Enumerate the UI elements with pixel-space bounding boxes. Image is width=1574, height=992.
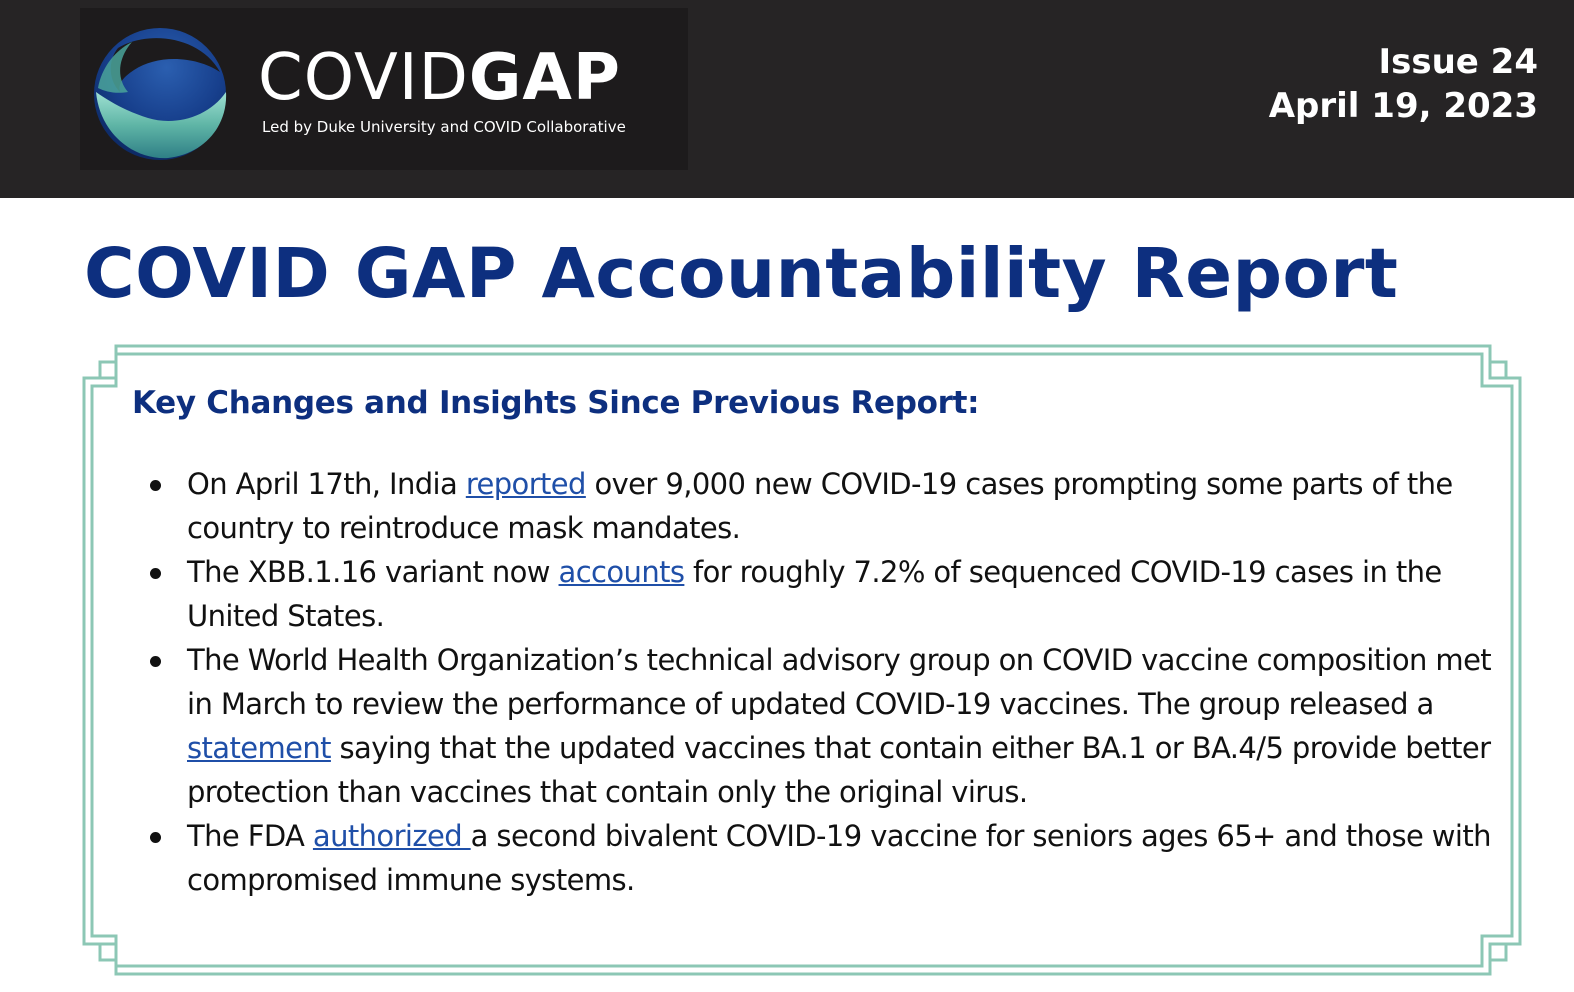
item-text-before: The World Health Organization’s technical advisory group on COVID vaccine composition met in March to review the performance of updated COVID-19 vaccines. The group released a [187,643,1492,721]
item-text-before: The XBB.1.16 variant now [187,555,559,589]
item-text-after: over 9,000 new COVID-19 cases prompting some parts of the country to reintroduce mask mandates. [187,467,1453,545]
brand-covid: COVID [258,41,469,115]
item-text-after: for roughly 7.2% of sequenced COVID-19 cases in the United States. [187,555,1442,633]
key-changes-box [132,378,1492,902]
statement-link[interactable]: statement [187,731,331,765]
item-text-before: The FDA [187,819,313,853]
bullet-icon [150,656,161,667]
bullet-icon [150,568,161,579]
bullet-icon [150,832,161,843]
item-text-after: saying that the updated vaccines that contain either BA.1 or BA.4/5 provide better protection than vaccines that contain only the original virus. [187,731,1491,809]
brand-tagline: Led by Duke University and COVID Collaborative [262,118,626,136]
issue-number: Issue 24 [1378,42,1538,82]
page-title: COVID GAP Accountability Report [84,234,1399,314]
item-text-before: On April 17th, India [187,467,466,501]
bullet-icon [150,480,161,491]
insights-list [132,462,1492,902]
issue-date: April 19, 2023 [1268,86,1538,126]
section-heading: Key Changes and Insights Since Previous Report: [132,385,980,421]
brand-gap: GAP [468,41,621,115]
list-item [132,814,1492,902]
authorized-link[interactable]: authorized [312,819,471,853]
list-item [132,462,1492,550]
list-item [132,638,1492,814]
reported-link[interactable]: reported [465,467,586,501]
list-item [132,550,1492,638]
item-text-after: a second bivalent COVID-19 vaccine for seniors ages 65+ and those with compromised immune systems. [187,819,1491,897]
accounts-link[interactable]: accounts [558,555,685,589]
